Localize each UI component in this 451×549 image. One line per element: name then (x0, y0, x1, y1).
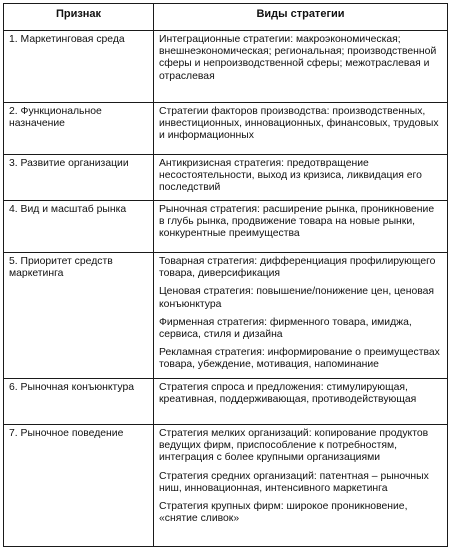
strategy-text: Интеграционные стратегии: макроэкономическая; внешнеэкономическая; региональная; производственной сферы и непроизводственной сферы; межотраслевая и отраслевая (159, 34, 437, 82)
table-row (4, 201, 448, 253)
strategy-text: Фирменная стратегия: фирменного товара, имиджа, сервиса, стиля и дизайна (159, 316, 412, 341)
strategy-text: Товарная стратегия: дифференциация профилирующего товара, диверсификация (159, 256, 436, 280)
strategy-types-cell (154, 31, 448, 103)
strategy-text: Стратегия спроса и предложения: стимулирующая, креативная, поддерживающая, противодействующая (159, 382, 417, 406)
strategy-text: Стратегия крупных фирм: широкое проникновение, «снятие сливок» (159, 501, 408, 525)
criterion-cell: 3. Развитие организации (4, 155, 154, 201)
criterion-cell: 2. Функциональное назначение (4, 103, 154, 155)
criterion-cell: 1. Маркетинговая среда (4, 31, 154, 103)
header-strategy-types: Виды стратегии (154, 4, 448, 31)
criterion-cell: 7. Рыночное поведение (4, 425, 154, 547)
table-row (4, 103, 448, 155)
criterion-cell: 5. Приоритет средств маркетинга (4, 253, 154, 379)
strategy-types-cell (154, 103, 448, 155)
header-row (4, 4, 448, 31)
strategy-text: Стратегия средних организаций: патентная – рыночных ниш, инновационная, интенсивного маркетинга (159, 470, 429, 494)
strategy-types-cell (154, 201, 448, 253)
criterion-cell: 6. Рыночная конъюнктура (4, 379, 154, 425)
table-row (4, 425, 448, 547)
strategy-text: Рекламная стратегия: информирование о преимуществах товара, убеждение, мотивация, напоминание (159, 347, 440, 371)
strategy-types-cell (154, 379, 448, 425)
strategy-types-cell (154, 425, 448, 547)
table-body (4, 31, 448, 547)
strategy-text: Ценовая стратегия: повышение/понижение цен, ценовая конъюнктура (159, 286, 435, 310)
strategy-types-cell (154, 253, 448, 379)
table-row (4, 253, 448, 379)
strategy-text: Стратегии факторов производства: производственных, инвестиционных, инновационных, финансовых, трудовых и информационных (159, 106, 439, 142)
strategy-types-cell (154, 155, 448, 201)
table-header (4, 4, 448, 31)
table-row (4, 31, 448, 103)
table-row (4, 155, 448, 201)
criterion-cell: 4. Вид и масштаб рынка (4, 201, 154, 253)
header-criterion: Признак (4, 4, 154, 31)
table-row (4, 379, 448, 425)
strategy-text: Антикризисная стратегия: предотвращение несостоятельности, выход из кризиса, ликвидация его последствий (159, 158, 422, 194)
strategy-table (3, 3, 448, 547)
strategy-text: Стратегия мелких организаций: копирование продуктов ведущих фирм, приспособление к потребностям, интеграция с более крупными организациями (159, 428, 429, 464)
strategy-text: Рыночная стратегия: расширение рынка, проникновение в глубь рынка, продвижение товара на новые рынки, конкурентные преимущества (159, 204, 435, 240)
